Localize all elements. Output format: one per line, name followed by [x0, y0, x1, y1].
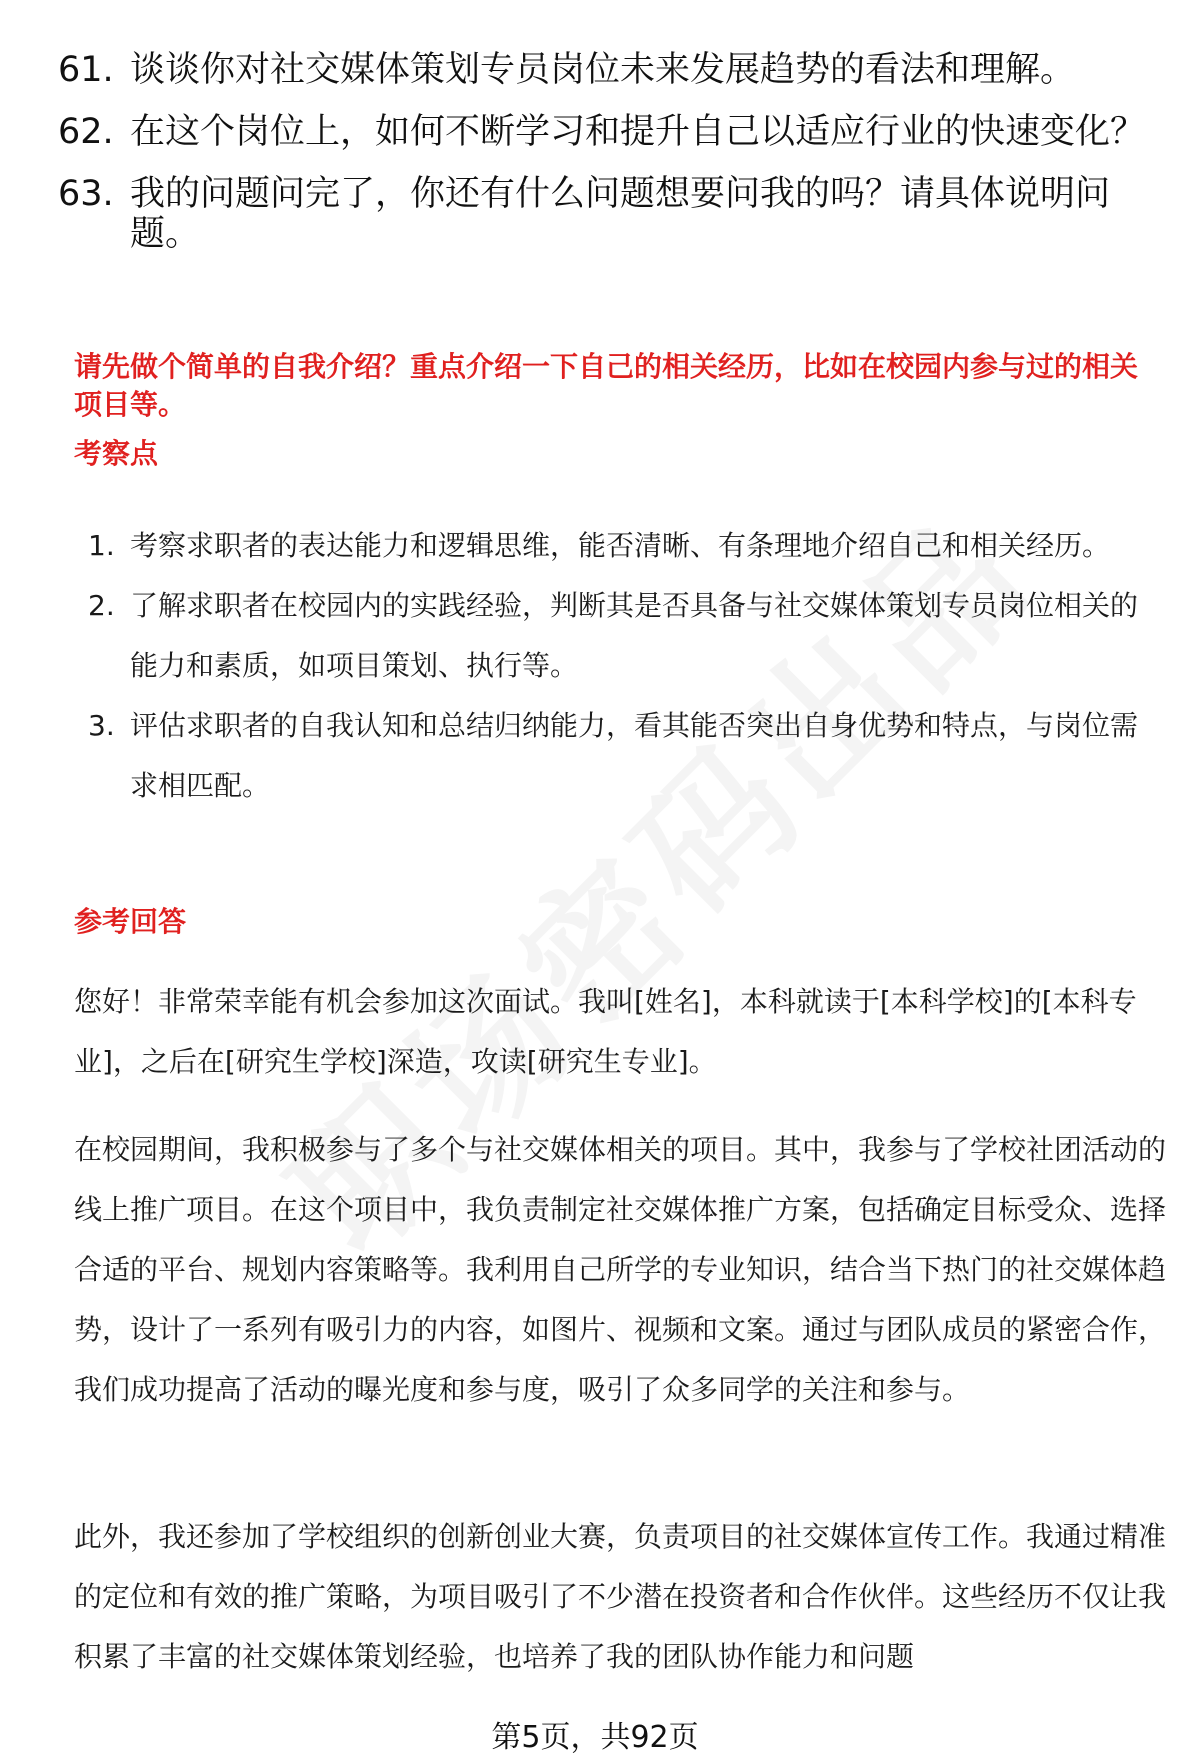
answer-paragraph: 此外，我还参加了学校组织的创新创业大赛，负责项目的社交媒体宣传工作。我通过精准的定位和有效的推广策略，为项目吸引了不少潜在投资者和合作伙伴。这些经历不仅让我积累了丰富的社交媒体策划经验，也培养了我的团队协作能力和问题	[74, 1520, 1167, 1673]
point-text: 评估求职者的自我认知和总结归纳能力，看其能否突出自身优势和特点，与岗位需求相匹配。	[130, 709, 1139, 802]
question-text: 在这个岗位上，如何不断学习和提升自己以适应行业的快速变化？	[130, 112, 1146, 152]
point-number: 1.	[88, 529, 115, 562]
point-number: 2.	[88, 589, 115, 622]
question-text: 我的问题问完了，你还有什么问题想要问我的吗？请具体说明问题。	[130, 174, 1111, 254]
question-number: 63.	[58, 174, 114, 214]
point-text: 了解求职者在校园内的实践经验，判断其是否具备与社交媒体策划专员岗位相关的能力和素质，如项目策划、执行等。	[130, 589, 1139, 682]
question-item-62	[58, 112, 1148, 152]
question-item-61	[58, 50, 1148, 90]
question-number: 61.	[58, 50, 114, 90]
answer-heading: 参考回答	[74, 905, 187, 938]
answer-paragraph: 您好！非常荣幸能有机会参加这次面试。我叫[姓名]，本科就读于[本科学校]的[本科专业]，之后在[研究生学校]深造，攻读[研究生专业]。	[74, 985, 1137, 1078]
point-item	[74, 516, 1164, 576]
point-number: 3.	[88, 709, 115, 742]
answer-paragraph: 在校园期间，我积极参与了多个与社交媒体相关的项目。其中，我参与了学校社团活动的线上推广项目。在这个项目中，我负责制定社交媒体推广方案，包括确定目标受众、选择合适的平台、规划内容策略等。我利用自己所学的专业知识，结合当下热门的社交媒体趋势，设计了一系列有吸引力的内容，如图片、视频和文案。通过与团队成员的紧密合作，我们成功提高了活动的曝光度和参与度，吸引了众多同学的关注和参与。	[74, 1133, 1167, 1406]
page-number: 第5页，共92页	[491, 1720, 699, 1755]
question-number: 62.	[58, 112, 114, 152]
point-text: 考察求职者的表达能力和逻辑思维，能否清晰、有条理地介绍自己和相关经历。	[130, 529, 1111, 562]
points-list	[74, 516, 1164, 816]
point-item	[74, 576, 1164, 696]
points-heading: 考察点	[74, 437, 159, 470]
question-text: 谈谈你对社交媒体策划专员岗位未来发展趋势的看法和理解。	[130, 50, 1076, 90]
question-item-63	[58, 174, 1148, 254]
question-list	[58, 50, 1148, 276]
point-item	[74, 696, 1164, 816]
interview-question-title: 请先做个简单的自我介绍？重点介绍一下自己的相关经历，比如在校园内参与过的相关项目等。	[74, 350, 1139, 421]
